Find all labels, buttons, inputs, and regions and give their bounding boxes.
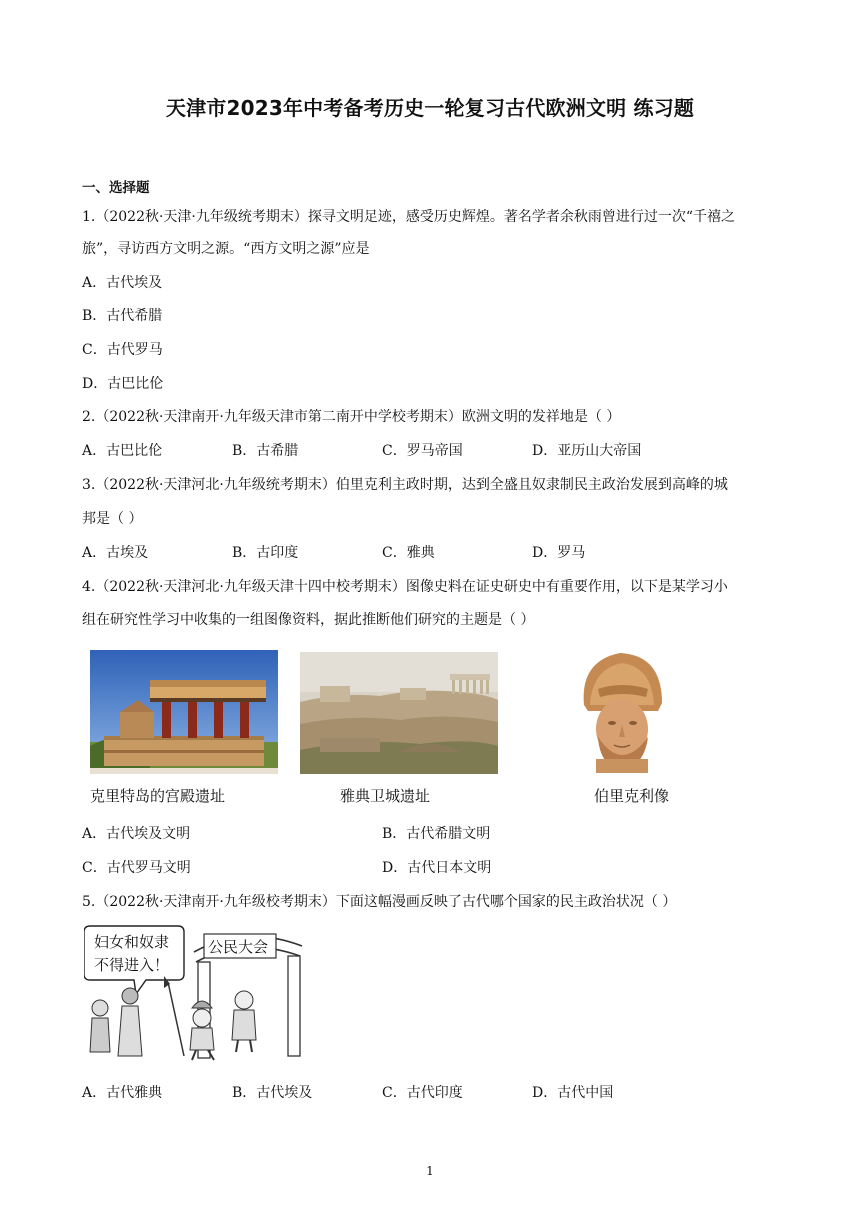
pericles-bust-image: [570, 645, 674, 775]
q2-option-c: C．罗马帝国: [382, 443, 463, 459]
q1-option-a: A．古代埃及: [82, 275, 163, 291]
q1-stem-line2: 旅”，寻访西方文明之源。“西方文明之源”应是: [82, 241, 370, 257]
q3-stem-line2: 邦是（ ）: [82, 511, 143, 527]
q3-stem-line1: 3.（2022秋·天津河北·九年级统考期末）伯里克利主政时期，达到全盛且奴隶制民主政治发展到高峰的城: [82, 477, 728, 493]
bubble-text-line1: 妇女和奴隶: [94, 933, 170, 951]
q4-stem-line2: 组在研究性学习中收集的一组图像资料，据此推断他们研究的主题是（ ）: [82, 612, 535, 628]
caption-knossos: 克里特岛的宫殿遗址: [90, 787, 226, 805]
assembly-cartoon: [84, 922, 314, 1062]
q2-stem-line1: 2.（2022秋·天津南开·九年级天津市第二南开中学校考期末）欧洲文明的发祥地是（ ）: [82, 409, 621, 425]
q1-stem-line1: 1.（2022秋·天津·九年级统考期末）探寻文明足迹，感受历史辉煌。著名学者余秋雨曾进行过一次“千禧之: [82, 209, 736, 225]
q4-option-b: B．古代希腊文明: [382, 826, 491, 842]
q3-option-c: C．雅典: [382, 545, 435, 561]
bubble-text-line2: 不得进入！: [94, 956, 170, 974]
document-title: 天津市2023年中考备考历史一轮复习古代欧洲文明 练习题: [165, 96, 695, 120]
q5-option-b: B．古代埃及: [232, 1085, 313, 1101]
q2-option-a: A．古巴比伦: [82, 443, 163, 459]
q1-option-d: D．古巴比伦: [82, 376, 164, 392]
q5-stem-line1: 5.（2022秋·天津南开·九年级校考期末）下面这幅漫画反映了古代哪个国家的民主政治状况（ ）: [82, 894, 677, 910]
section-heading: 一、选择题: [82, 180, 150, 196]
q2-option-d: D．亚历山大帝国: [532, 443, 642, 459]
assembly-sign: 公民大会: [208, 938, 269, 956]
q5-option-d: D．古代中国: [532, 1085, 614, 1101]
q3-option-d: D．罗马: [532, 545, 586, 561]
q4-option-d: D．古代日本文明: [382, 860, 492, 876]
q5-option-a: A．古代雅典: [82, 1085, 163, 1101]
page-number: 1: [426, 1164, 434, 1178]
q4-option-a: A．古代埃及文明: [82, 826, 191, 842]
q1-option-c: C．古代罗马: [82, 342, 163, 358]
q1-option-b: B．古代希腊: [82, 308, 163, 324]
q4-option-c: C．古代罗马文明: [82, 860, 191, 876]
q5-option-c: C．古代印度: [382, 1085, 463, 1101]
knossos-palace-photo: [90, 650, 278, 774]
q4-stem-line1: 4.（2022秋·天津河北·九年级天津十四中校考期末）图像史料在证史研史中有重要作用，以下是某学习小: [82, 579, 728, 595]
q3-option-a: A．古埃及: [82, 545, 149, 561]
caption-acropolis: 雅典卫城遗址: [340, 787, 431, 805]
acropolis-photo: [300, 652, 498, 774]
q3-option-b: B．古印度: [232, 545, 299, 561]
q2-option-b: B．古希腊: [232, 443, 299, 459]
caption-pericles: 伯里克利像: [594, 787, 670, 805]
